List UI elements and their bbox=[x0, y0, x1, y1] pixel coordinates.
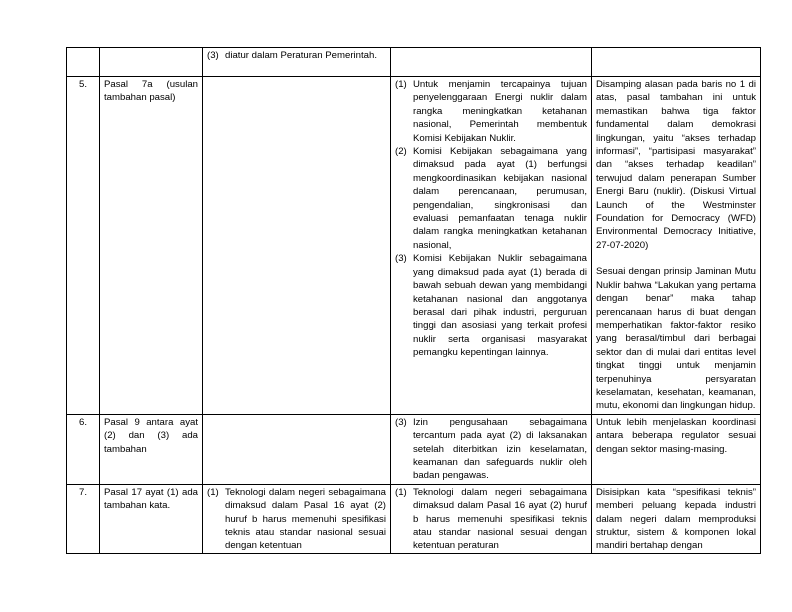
item-number: (1) bbox=[395, 79, 407, 90]
item-number: (3) bbox=[395, 416, 407, 428]
table-row-continued bbox=[67, 48, 761, 77]
original-text-cell bbox=[203, 48, 391, 77]
reason-cell bbox=[592, 48, 761, 77]
list-item-text: Teknologi dalam negeri sebagaimana dimaksud dalam Pasal 16 ayat (2) huruf b harus memenuhi spesifikasi teknis atau standar nasional sesuai dengan ketentuan peraturan bbox=[413, 486, 587, 552]
list-item-text: Komisi Kebijakan sebagaimana yang dimaksud pada ayat (1) berfungsi mengkoordinasikan kebijakan nasional dalam perencanaan, perumusan, pengendalian, singkronisasi dan evaluasi pemanfaatan tenaga nuklir dalam rangka meningkatkan ketahanan nasional, bbox=[413, 146, 587, 251]
reason-paragraph: Disisipkan kata “spesifikasi teknis” memberi peluang kepada industri dalam negeri dalam memproduksi struktur, sistem & komponen lokal mandiri bertahap dengan bbox=[596, 486, 756, 552]
cell-clip bbox=[207, 486, 386, 552]
reason-paragraph: Disamping alasan pada baris no 1 di atas, pasal tambahan ini untuk memastikan bahwa tiga faktor fundamental dalam demokrasi lingkungan, yaitu “akses terhadap informasi”, “partisipasi masyarakat” dan “akses terhadap keadilan” terwujud dalam penerapan Sumber Energi Baru (nuklir). (Diskusi Virtual Launch of the Westminster Foundation for Democracy (WFD) Environmental Democracy Initiative, 27-07-2020) bbox=[596, 79, 756, 251]
item-number: (1) bbox=[395, 486, 407, 498]
list-item-text: Untuk menjamin tercapainya tujuan penyelenggaraan Energi nuklir dalam rangka meningkatkan ketahanan nasional, Pemerintah membentuk Komisi Kebijakan Nuklir. bbox=[413, 79, 587, 144]
row-number: 6. bbox=[67, 414, 100, 484]
cell-clip bbox=[596, 486, 756, 552]
reason-paragraph: Untuk lebih menjelaskan koordinasi antara beberapa regulator sesuai dengan sektor masing-masing. bbox=[596, 416, 756, 455]
list-item-text: Komisi Kebijakan Nuklir sebagaimana yang dimaksud pada ayat (1) berada di bawah sebuah dewan yang membidangi ketahanan nasional dan anggotanya berasal dari pihak industri, perguruan tinggi dan asosiasi yang terkait profesi nuklir serta organisasi masyarakat pemangku kepentingan lainnya. bbox=[413, 253, 587, 359]
row-number: 7. bbox=[67, 484, 100, 553]
table-row-5 bbox=[67, 77, 761, 415]
proposed-text-cell bbox=[391, 484, 592, 553]
list-item bbox=[395, 145, 587, 252]
item-number: (1) bbox=[207, 486, 219, 498]
reason-cell bbox=[592, 484, 761, 553]
table-row-6 bbox=[67, 414, 761, 484]
proposed-text-cell bbox=[391, 414, 592, 484]
list-item bbox=[395, 416, 587, 483]
pasal-cell: Pasal 7a (usulan tambahan pasal) bbox=[100, 77, 203, 415]
item-number: (3) bbox=[395, 253, 407, 265]
item-number: (2) bbox=[395, 146, 407, 158]
cell-clip bbox=[395, 486, 587, 552]
comparison-table bbox=[66, 47, 761, 554]
original-text-cell bbox=[203, 414, 391, 484]
pasal-cell: Pasal 9 antara ayat (2) dan (3) ada tambahan bbox=[100, 414, 203, 484]
reason-paragraph: Sesuai dengan prinsip Jaminan Mutu Nuklir bahwa “Lakukan yang pertama dengan benar” maka tahap perencanaan harus di buat dengan memperhatikan faktor-faktor resiko yang berasal/timbul dari berbagai sektor dan di mulai dari entitas level tingkat tinggi untuk menjamin terpenuhinya persyaratan keselamatan, kesehatan, keamanan, mutu, ekonomi dan lingkungan hidup. bbox=[596, 266, 756, 412]
table-row-7 bbox=[67, 484, 761, 553]
reason-cell bbox=[592, 414, 761, 484]
proposed-text-cell bbox=[391, 77, 592, 415]
row-number-cell bbox=[67, 48, 100, 77]
list-item-text: diatur dalam Peraturan Pemerintah. bbox=[225, 50, 377, 61]
row-number: 5. bbox=[67, 77, 100, 415]
proposed-text-cell bbox=[391, 48, 592, 77]
list-item bbox=[395, 78, 587, 145]
original-text-cell bbox=[203, 484, 391, 553]
list-item-text: Teknologi dalam negeri sebagaimana dimaksud dalam Pasal 16 ayat (2) huruf b harus memenuhi spesifikasi teknis atau standar nasional sesuai dengan ketentuan bbox=[225, 486, 386, 552]
original-text-cell bbox=[203, 77, 391, 415]
list-item bbox=[395, 252, 587, 359]
list-item: (3) diatur dalam Peraturan Pemerintah. bbox=[207, 50, 377, 61]
list-item bbox=[395, 486, 587, 553]
list-item-text: Izin pengusahaan sebagaimana tercantum pada ayat (2) di laksanakan setelah diterbitkan izin keselamatan, keamanan dan safeguards nuklir oleh badan pengawas. bbox=[413, 416, 587, 482]
pasal-cell bbox=[100, 48, 203, 77]
reason-cell bbox=[592, 77, 761, 415]
list-item bbox=[207, 486, 386, 553]
pasal-cell: Pasal 17 ayat (1) ada tambahan kata. bbox=[100, 484, 203, 553]
